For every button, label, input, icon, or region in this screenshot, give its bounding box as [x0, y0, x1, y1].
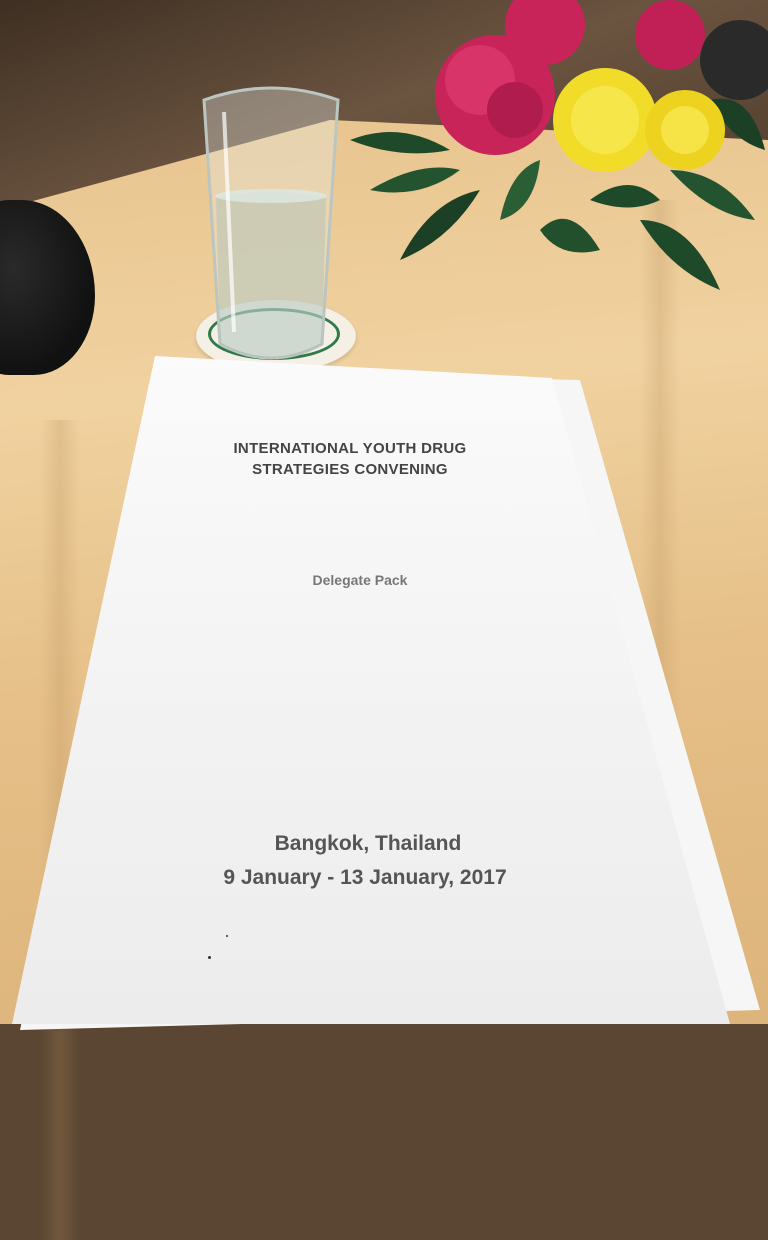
title-line-2: STRATEGIES CONVENING [252, 461, 448, 478]
water-glass [200, 82, 342, 364]
title-line-1: INTERNATIONAL YOUTH DRUG [233, 440, 467, 457]
dark-object [700, 20, 768, 100]
document-dates: 9 January - 13 January, 2017 [223, 866, 507, 889]
document-location: Bangkok, Thailand [274, 832, 462, 855]
ink-speck [208, 956, 211, 959]
yellow-chrysanthemums [553, 68, 725, 172]
document-title [170, 438, 530, 480]
ink-speck [226, 935, 228, 937]
document-subtitle: Delegate Pack [312, 572, 408, 588]
flower-arrangement [340, 0, 768, 300]
